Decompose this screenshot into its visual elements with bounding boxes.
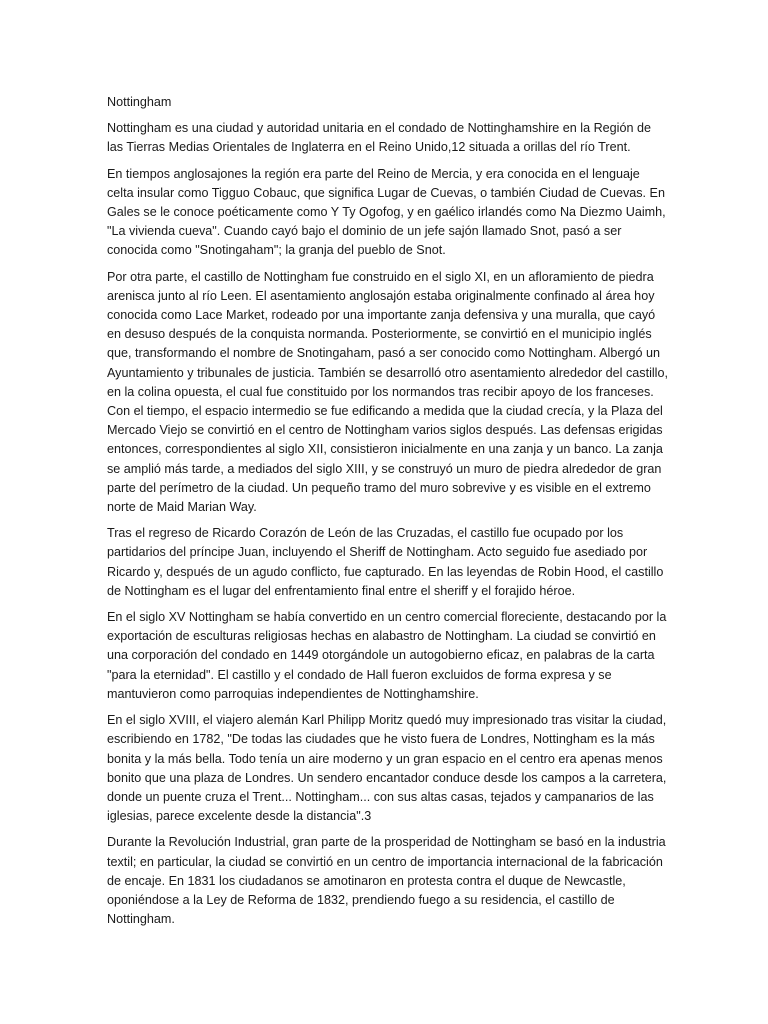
paragraph: En el siglo XV Nottingham se había convertido en un centro comercial floreciente, destacando por la exportación de esculturas religiosas hechas en alabastro de Nottingham. La ciudad se convirtió en una corporación del condado en 1449 otorgándole un autogobierno eficaz, en palabras de la carta "para la eternidad". El castillo y el condado de Hall fueron excluidos de forma expresa y se mantuvieron como parroquias independientes de Nottinghamshire. [107, 610, 667, 701]
document-title: Nottingham [107, 95, 172, 109]
document-page [107, 93, 669, 936]
paragraph: Durante la Revolución Industrial, gran parte de la prosperidad de Nottingham se basó en la industria textil; en particular, la ciudad se convirtió en un centro de importancia internacional de la fabricación de encaje. En 1831 los ciudadanos se amotinaron en protesta contra el duque de Newcastle, oponiéndose a la Ley de Reforma de 1832, prendiendo fuego a su residencia, el castillo de Nottingham. [107, 835, 666, 927]
paragraph: Por otra parte, el castillo de Nottingham fue construido en el siglo XI, en un afloramiento de piedra arenisca junto al río Leen. El asentamiento anglosajón estaba originalmente confinado al área hoy conocida como Lace Market, rodeado por una importante zanja defensiva y una muralla, que cayó en desuso después de la conquista normanda. Posteriormente, se convirtió en el municipio inglés que, transformando el nombre de Snotingaham, pasó a ser conocido como Nottingham. Albergó un Ayuntamiento y tribunales de justicia. También se desarrolló otro asentamiento alrededor del castillo, en la colina opuesta, el cual fue constituido por los normandos tras recibir apoyo de los franceses. Con el tiempo, el espacio intermedio se fue edificando a medida que la ciudad crecía, y la Plaza del Mercado Viejo se convirtió en el centro de Nottingham varios siglos después. Las defensas erigidas entonces, correspondientes al siglo XII, consistieron inicialmente en una zanja y un banco. La zanja se amplió más tarde, a mediados del siglo XIII, y se construyó un muro de piedra alrededor de gran parte del perímetro de la ciudad. Un pequeño tramo del muro sobrevive y es visible en el extremo norte de Maid Marian Way. [107, 269, 668, 515]
paragraph: En el siglo XVIII, el viajero alemán Karl Philipp Moritz quedó muy impresionado tras visitar la ciudad, escribiendo en 1782, "De todas las ciudades que he visto fuera de Londres, Nottingham es la más bonita y la más bella. Todo tenía un aire moderno y un gran espacio en el centro era apenas menos bonito que una plaza de Londres. Un sendero encantador conduce desde los campos a la carretera, donde un puente cruza el Trent... Nottingham... con sus altas casas, tejados y campanarios de las iglesias, parece excelente desde la distancia".3 [107, 713, 667, 824]
paragraph: Nottingham es una ciudad y autoridad unitaria en el condado de Nottinghamshire en la Región de las Tierras Medias Orientales de Inglaterra en el Reino Unido,12 situada a orillas del río Trent. [107, 121, 651, 155]
paragraph: En tiempos anglosajones la región era parte del Reino de Mercia, y era conocida en el lenguaje celta insular como Tigguo Cobauc, que significa Lugar de Cuevas, o también Ciudad de Cuevas. En Gales se le conoce poéticamente como Y Ty Ogofog, y en gaélico irlandés como Na Diezmo Uaimh, "La vivienda cueva". Cuando cayó bajo el dominio de un jefe sajón llamado Snot, pasó a ser conocida como "Snotingaham"; la granja del pueblo de Snot. [107, 166, 666, 258]
paragraph: Tras el regreso de Ricardo Corazón de León de las Cruzadas, el castillo fue ocupado por los partidarios del príncipe Juan, incluyendo el Sheriff de Nottingham. Acto seguido fue asediado por Ricardo y, después de un agudo conflicto, fue capturado. En las leyendas de Robin Hood, el castillo de Nottingham es el lugar del enfrentamiento final entre el sheriff y el forajido héroe. [107, 526, 664, 598]
